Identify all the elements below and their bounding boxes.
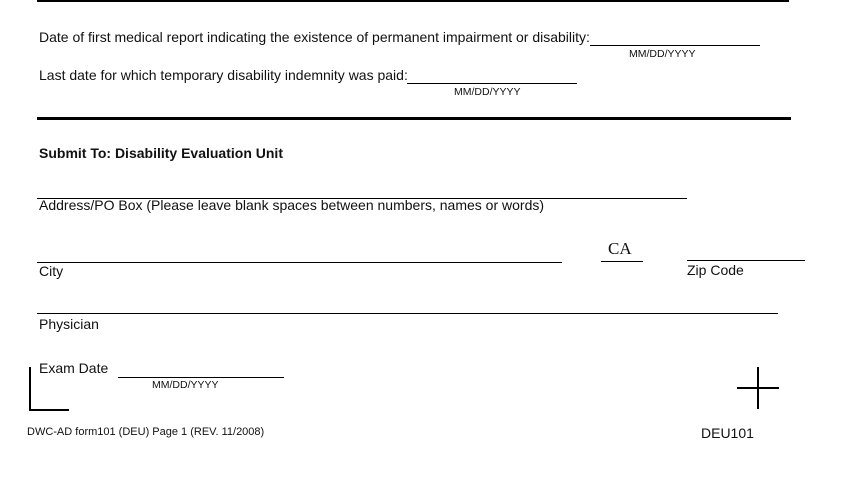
exam-date-label: Exam Date <box>39 360 109 376</box>
exam-date-field[interactable] <box>118 361 284 377</box>
address-field[interactable] <box>37 182 687 198</box>
exam-date-hint: MM/DD/YYYY <box>152 379 219 391</box>
crosshair-mark <box>737 367 779 409</box>
corner-mark <box>29 367 69 411</box>
first-report-date-field[interactable] <box>590 29 760 45</box>
city-line <box>37 262 562 263</box>
physician-field[interactable] <box>37 297 778 313</box>
first-report-date-line <box>590 45 760 46</box>
first-report-date-hint: MM/DD/YYYY <box>629 48 696 60</box>
address-label: Address/PO Box (Please leave blank spaces between numbers, names or words) <box>39 197 545 213</box>
city-field[interactable] <box>37 246 562 262</box>
state-value: CA <box>608 239 632 258</box>
last-paid-label: Last date for which temporary disability indemnity was paid: <box>39 67 408 83</box>
zip-line <box>687 260 805 261</box>
physician-label: Physician <box>39 316 99 332</box>
zip-label: Zip Code <box>687 262 744 278</box>
footer-form-id: DWC-AD form101 (DEU) Page 1 (REV. 11/2008) <box>27 426 265 438</box>
submit-heading: Submit To: Disability Evaluation Unit <box>39 145 283 161</box>
top-divider <box>37 0 789 2</box>
last-paid-date-line <box>407 83 577 84</box>
zip-field[interactable] <box>687 244 805 260</box>
exam-date-line <box>118 377 284 378</box>
state-line <box>601 261 643 262</box>
last-paid-date-hint: MM/DD/YYYY <box>454 86 521 98</box>
physician-line <box>37 313 778 314</box>
footer-code: DEU101 <box>701 425 754 441</box>
section-divider <box>37 117 791 120</box>
last-paid-date-field[interactable] <box>407 67 577 83</box>
city-label: City <box>39 263 64 279</box>
first-report-label: Date of first medical report indicating the existence of permanent impairment or disability: <box>39 29 590 45</box>
